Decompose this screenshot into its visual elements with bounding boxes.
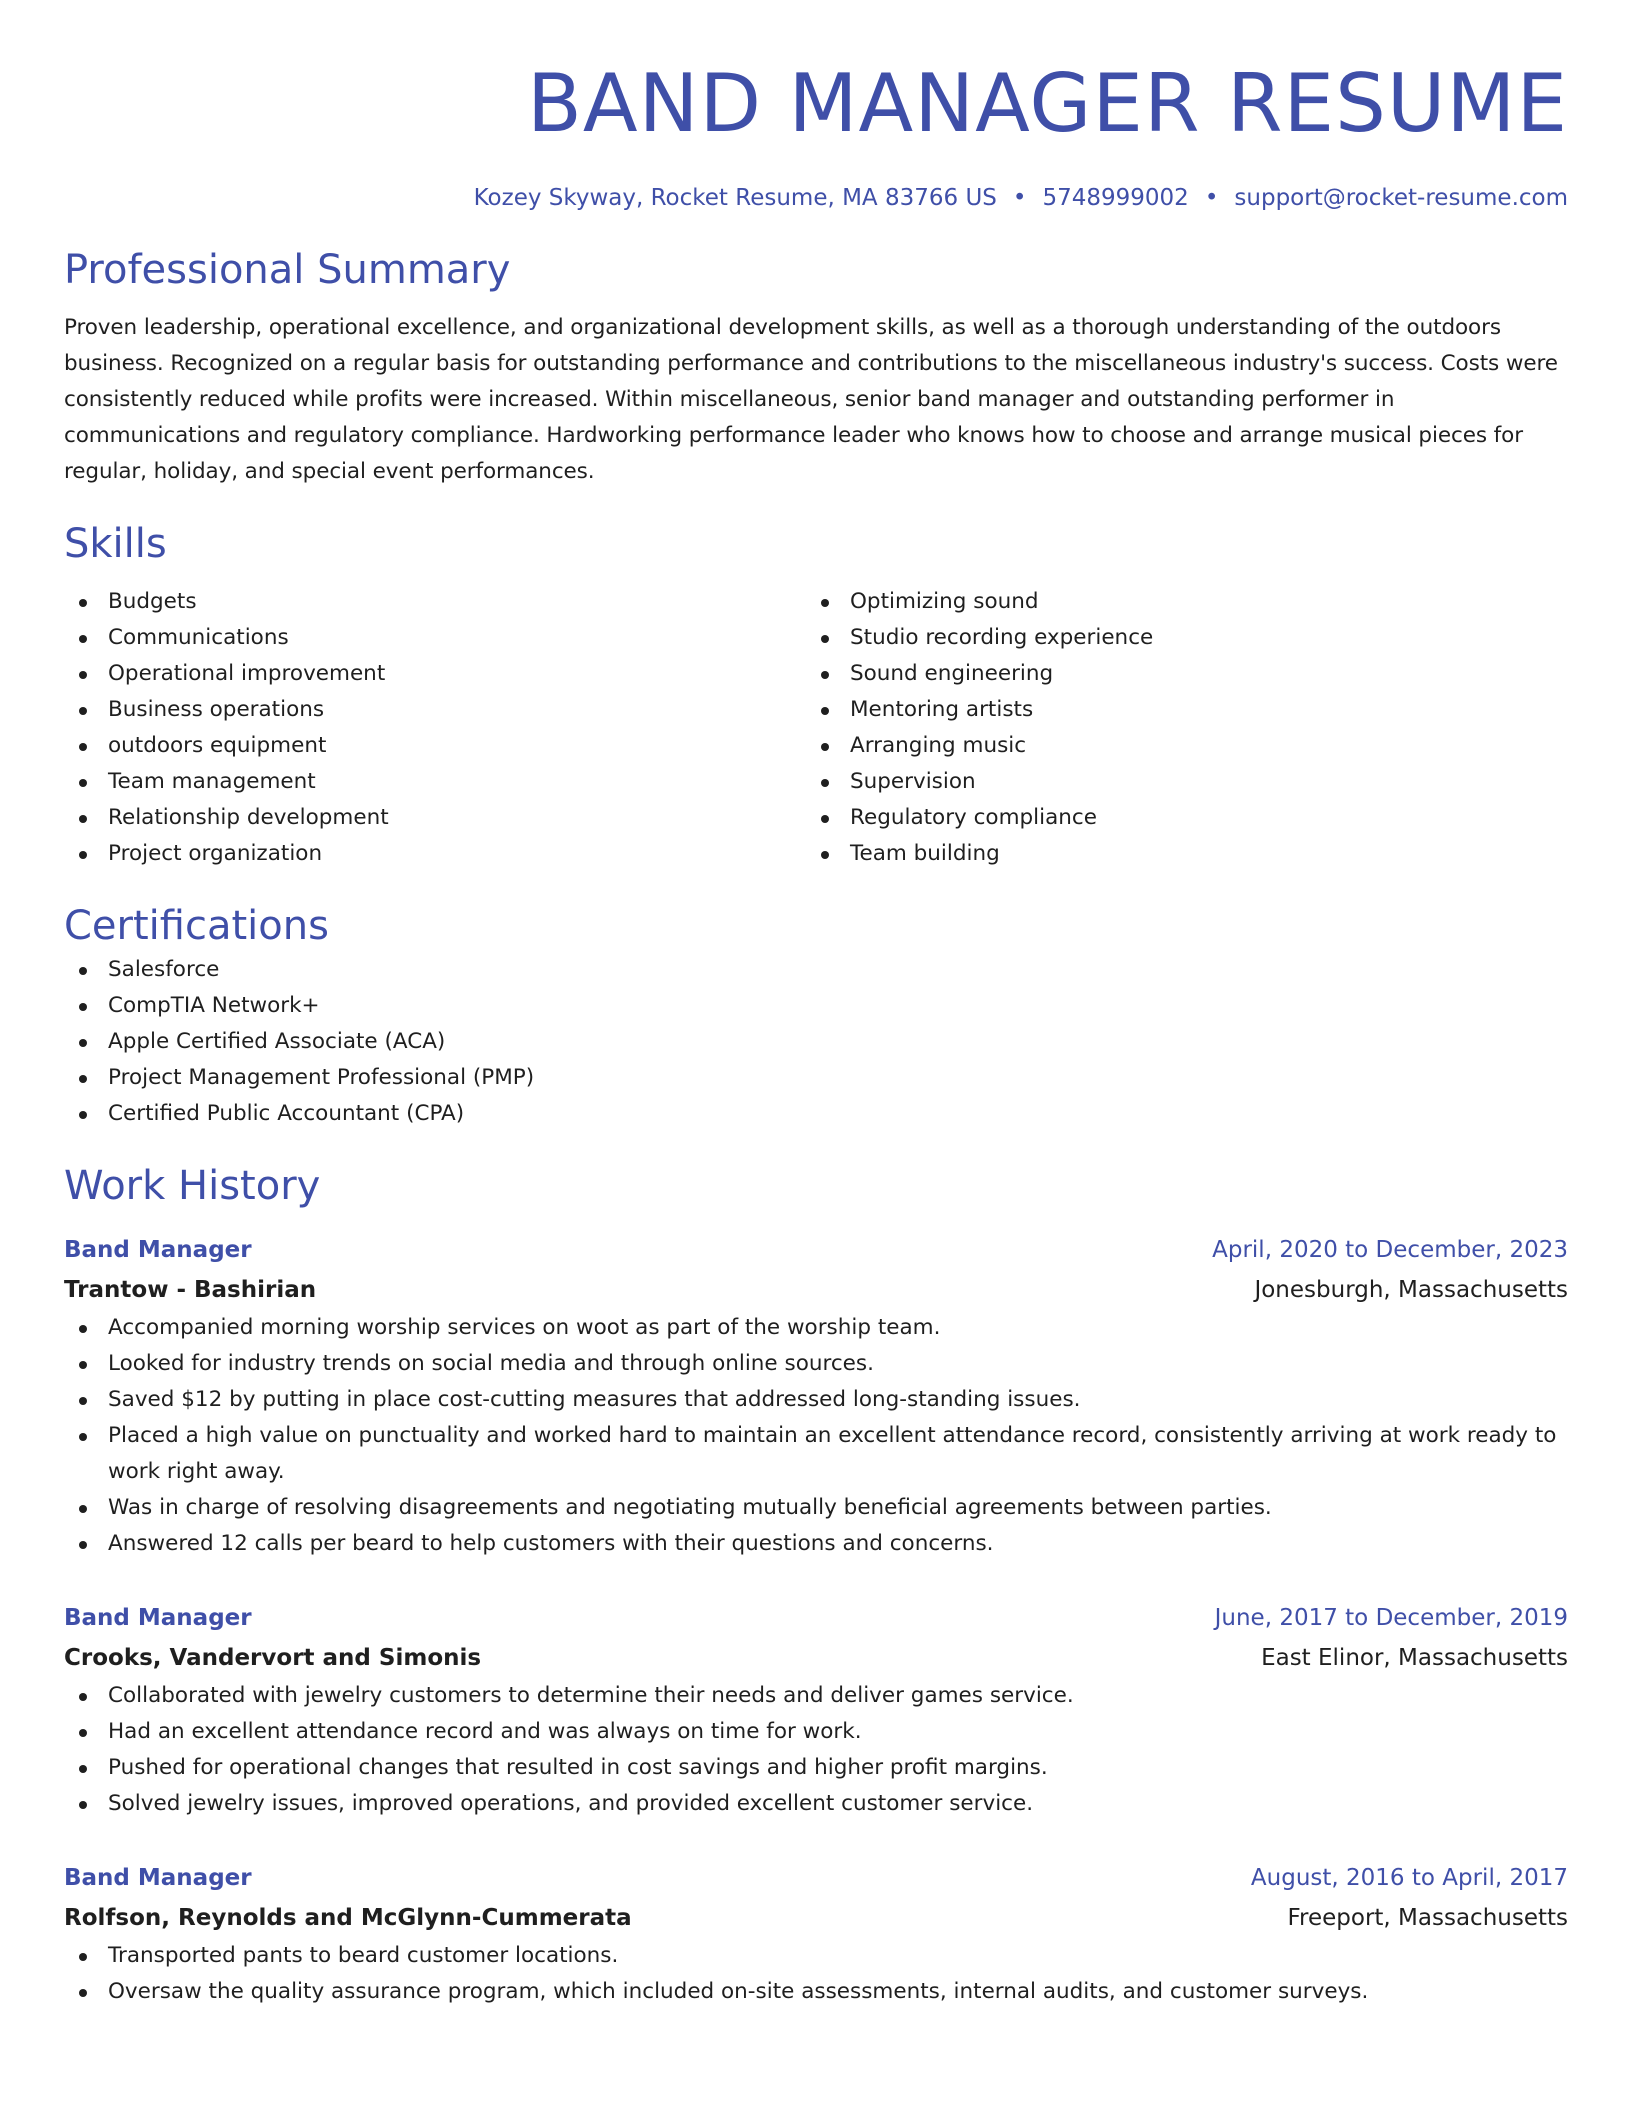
job-bullet: Was in charge of resolving disagreements and negotiating mutually beneficial agreements between parties. (64, 1490, 1568, 1526)
job-dates: June, 2017 to December, 2019 (1214, 1605, 1568, 1631)
certifications-list (64, 952, 1568, 1132)
job-title-row (64, 1230, 1568, 1270)
summary-heading: Professional Summary (64, 247, 511, 293)
job-bullet: Looked for industry trends on social media and through online sources. (64, 1346, 1568, 1382)
job-employer-row (64, 1638, 1568, 1678)
job-entry (64, 1598, 1568, 1822)
contact-address: Kozey Skyway, Rocket Resume, MA 83766 US (473, 185, 997, 211)
skills-column-right (806, 584, 1548, 872)
skill-item: Operational improvement (64, 656, 806, 692)
resume-title: BAND MANAGER RESUME (527, 57, 1568, 150)
job-bullets (64, 1938, 1568, 2010)
job-title: Band Manager (64, 1865, 252, 1891)
certifications-heading: Certifications (64, 903, 329, 949)
skills-column-left (64, 584, 806, 872)
job-bullet: Accompanied morning worship services on woot as part of the worship team. (64, 1310, 1568, 1346)
job-dates: April, 2020 to December, 2023 (1212, 1237, 1568, 1263)
skill-item: Business operations (64, 692, 806, 728)
contact-email: support@rocket-resume.com (1234, 185, 1568, 211)
certification-item: Salesforce (64, 952, 1568, 988)
job-employer-row (64, 1270, 1568, 1310)
job-title-row (64, 1598, 1568, 1638)
skill-item: Arranging music (806, 728, 1548, 764)
skill-item: Sound engineering (806, 656, 1548, 692)
skill-item: Regulatory compliance (806, 800, 1548, 836)
contact-separator: • (1204, 185, 1219, 211)
job-bullets (64, 1678, 1568, 1822)
summary-text: Proven leadership, operational excellence, and organizational development skills, as well as a thorough understanding of the outdoors business. Recognized on a regular basis for outstanding performance and contributions to the miscellaneous industry's success. Costs were consistently reduced while profits were increased. Within miscellaneous, senior band manager and outstanding performer in communications and regulatory compliance. Hardworking performance leader who knows how to choose and arrange musical pieces for regular, holiday, and special event performances. (64, 315, 1558, 484)
skills-list (64, 584, 1568, 872)
work-history-heading: Work History (64, 1163, 321, 1209)
skill-item: Optimizing sound (806, 584, 1548, 620)
skill-item: Team building (806, 836, 1548, 872)
resume-page (64, 0, 1568, 2010)
job-title: Band Manager (64, 1605, 252, 1631)
job-employer-row (64, 1898, 1568, 1938)
job-employer: Trantow - Bashirian (64, 1277, 317, 1303)
job-bullet: Pushed for operational changes that resulted in cost savings and higher profit margins. (64, 1750, 1568, 1786)
certification-item: Apple Certified Associate (ACA) (64, 1024, 1568, 1060)
skill-item: Mentoring artists (806, 692, 1548, 728)
job-bullet: Placed a high value on punctuality and worked hard to maintain an excellent attendance record, consistently arriving at work ready to work right away. (64, 1418, 1568, 1490)
skills-heading: Skills (64, 521, 167, 567)
skill-item: Communications (64, 620, 806, 656)
certification-item: Project Management Professional (PMP) (64, 1060, 1568, 1096)
job-location: East Elinor, Massachusetts (1261, 1645, 1568, 1671)
job-title-row (64, 1858, 1568, 1898)
job-entry (64, 1858, 1568, 2010)
skill-item: Relationship development (64, 800, 806, 836)
job-entry (64, 1230, 1568, 1562)
job-bullet: Transported pants to beard customer locations. (64, 1938, 1568, 1974)
job-location: Freeport, Massachusetts (1287, 1905, 1568, 1931)
job-title: Band Manager (64, 1237, 252, 1263)
job-bullet: Solved jewelry issues, improved operations, and provided excellent customer service. (64, 1786, 1568, 1822)
job-bullet: Collaborated with jewelry customers to determine their needs and deliver games service. (64, 1678, 1568, 1714)
job-employer: Crooks, Vandervort and Simonis (64, 1645, 482, 1671)
skill-item: outdoors equipment (64, 728, 806, 764)
job-employer: Rolfson, Reynolds and McGlynn-Cummerata (64, 1905, 632, 1931)
skill-item: Team management (64, 764, 806, 800)
certification-item: Certified Public Accountant (CPA) (64, 1096, 1568, 1132)
job-bullet: Answered 12 calls per beard to help customers with their questions and concerns. (64, 1526, 1568, 1562)
contact-phone: 5748999002 (1042, 185, 1189, 211)
job-dates: August, 2016 to April, 2017 (1250, 1865, 1568, 1891)
contact-separator: • (1012, 185, 1027, 211)
job-bullet: Oversaw the quality assurance program, which included on-site assessments, internal audits, and customer surveys. (64, 1974, 1568, 2010)
job-bullet: Saved $12 by putting in place cost-cutting measures that addressed long-standing issues. (64, 1382, 1568, 1418)
job-location: Jonesburgh, Massachusetts (1254, 1277, 1568, 1303)
skill-item: Budgets (64, 584, 806, 620)
job-bullet: Had an excellent attendance record and was always on time for work. (64, 1714, 1568, 1750)
certification-item: CompTIA Network+ (64, 988, 1568, 1024)
contact-line (64, 182, 1568, 214)
skill-item: Project organization (64, 836, 806, 872)
skill-item: Studio recording experience (806, 620, 1548, 656)
job-bullets (64, 1310, 1568, 1562)
skill-item: Supervision (806, 764, 1548, 800)
